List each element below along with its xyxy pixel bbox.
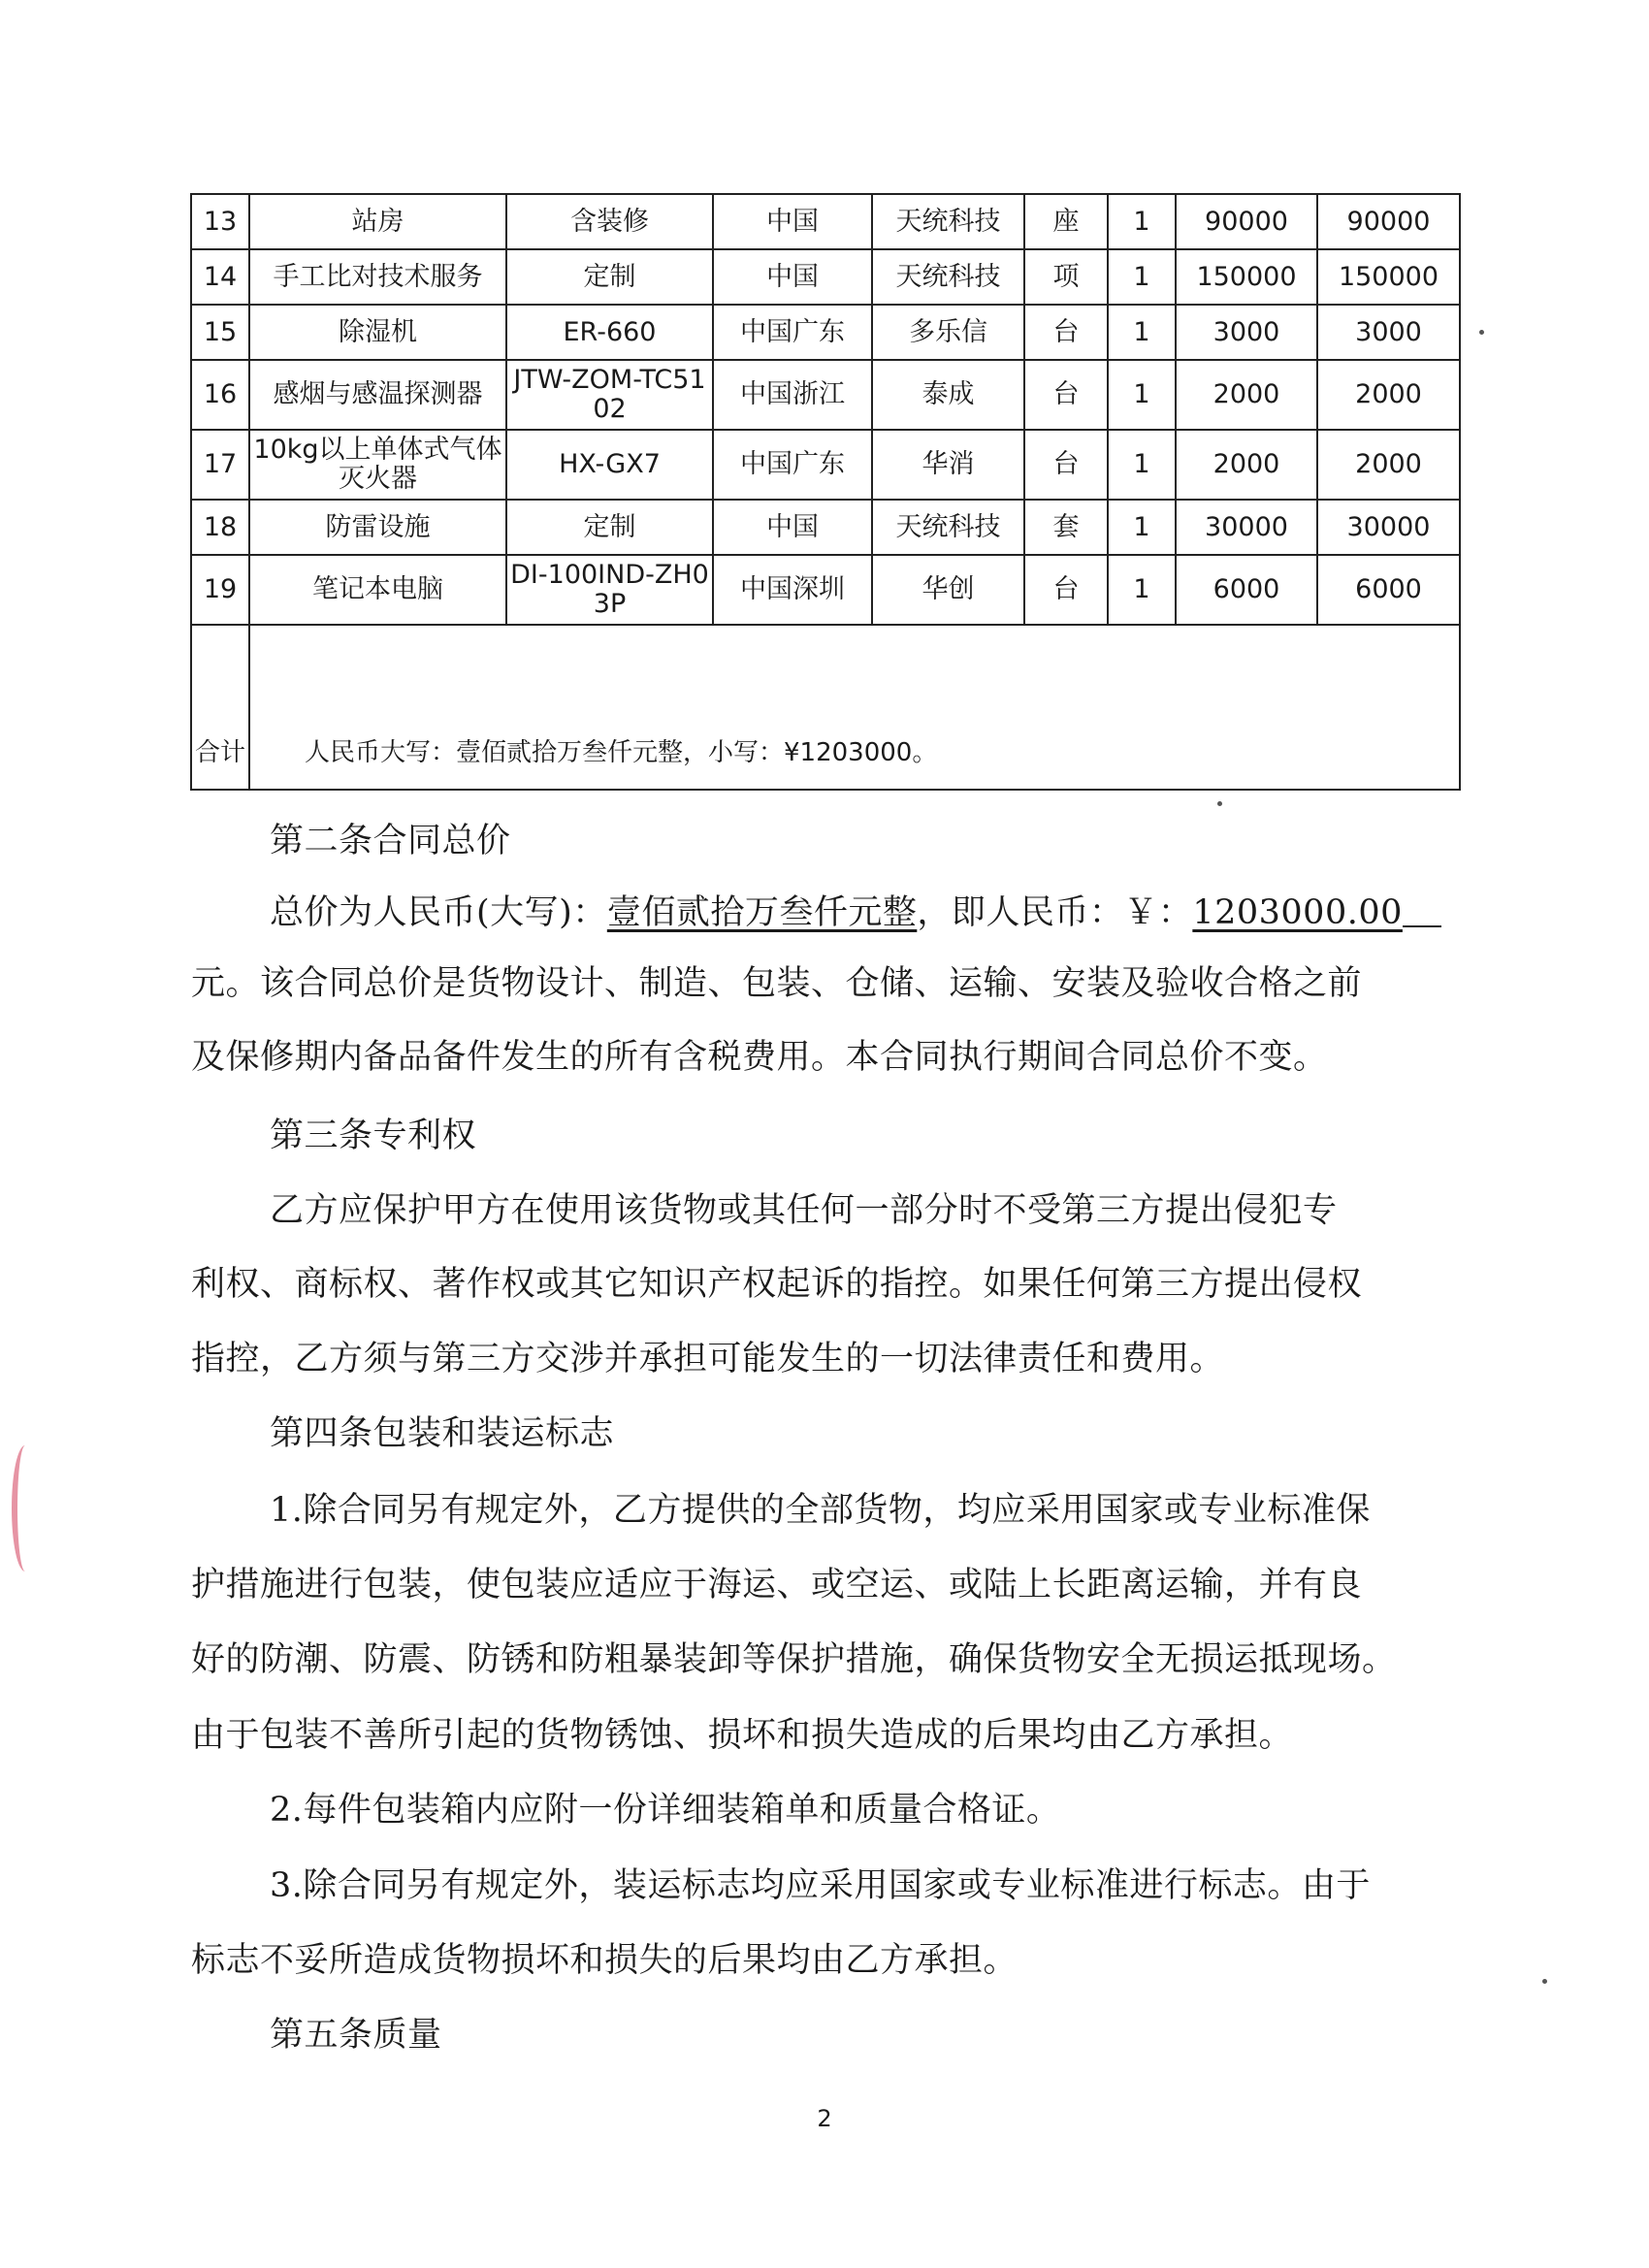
article3-line1: 乙方应保护甲方在使用该货物或其任何一部分时不受第三方提出侵犯专 — [270, 1191, 1338, 1230]
cell-total: 2000 — [1317, 430, 1460, 500]
article2-line3: 及保修期内备品备件发生的所有含税费用。本合同执行期间合同总价不变。 — [191, 1038, 1328, 1077]
cell-no: 13 — [191, 194, 249, 249]
cell-qty: 1 — [1108, 194, 1176, 249]
cell-name: 手工比对技术服务 — [249, 249, 506, 305]
cell-name: 防雷设施 — [249, 500, 506, 555]
cell-unit: 台 — [1024, 430, 1108, 500]
underline-fill — [1403, 896, 1441, 927]
cell-price: 2000 — [1176, 360, 1317, 430]
article4-p1-line2: 护措施进行包装，使包装应适应于海运、或空运、或陆上长距离运输，并有良 — [191, 1566, 1363, 1604]
table-row — [191, 194, 1460, 249]
article2-prefix: 总价为人民币(大写)： — [270, 893, 607, 932]
cell-model: ER-660 — [506, 305, 713, 360]
cell-no: 17 — [191, 430, 249, 500]
cell-maker: 天统科技 — [872, 194, 1024, 249]
article4-p3-line2: 标志不妥所造成货物损坏和损失的后果均由乙方承担。 — [191, 1941, 1018, 1980]
cell-model: JTW-ZOM-TC5102 — [506, 360, 713, 430]
cell-model: HX-GX7 — [506, 430, 713, 500]
cell-maker: 华创 — [872, 555, 1024, 625]
cell-unit: 台 — [1024, 360, 1108, 430]
cell-name: 感烟与感温探测器 — [249, 360, 506, 430]
cell-origin: 中国广东 — [713, 430, 872, 500]
cell-price: 150000 — [1176, 249, 1317, 305]
cell-maker: 泰成 — [872, 360, 1024, 430]
cell-model: 定制 — [506, 500, 713, 555]
cell-no: 19 — [191, 555, 249, 625]
cell-origin: 中国深圳 — [713, 555, 872, 625]
article4-heading: 第四条包装和装运标志 — [270, 1414, 615, 1453]
cell-maker: 华消 — [872, 430, 1024, 500]
cell-total: 2000 — [1317, 360, 1460, 430]
cell-total: 30000 — [1317, 500, 1460, 555]
scan-speck — [1479, 330, 1484, 335]
table-row — [191, 305, 1460, 360]
cell-model: 定制 — [506, 249, 713, 305]
cell-model: DI-100IND-ZH03P — [506, 555, 713, 625]
table-row — [191, 360, 1460, 430]
cell-no: 16 — [191, 360, 249, 430]
article4-p1-line3: 好的防潮、防震、防锈和防粗暴装卸等保护措施，确保货物安全无损运抵现场。 — [191, 1640, 1397, 1679]
article2-line2: 元。该合同总价是货物设计、制造、包装、仓储、运输、安装及验收合格之前 — [191, 964, 1363, 1003]
table-row — [191, 500, 1460, 555]
cell-name: 站房 — [249, 194, 506, 249]
cell-total: 3000 — [1317, 305, 1460, 360]
article3-line2: 利权、商标权、著作权或其它知识产权起诉的指控。如果任何第三方提出侵权 — [191, 1265, 1363, 1304]
cell-qty: 1 — [1108, 305, 1176, 360]
goods-table — [190, 193, 1461, 791]
cell-qty: 1 — [1108, 555, 1176, 625]
article2-heading: 第二条合同总价 — [270, 822, 511, 860]
cell-origin: 中国 — [713, 249, 872, 305]
cell-name: 10kg以上单体式气体灭火器 — [249, 430, 506, 500]
cell-origin: 中国广东 — [713, 305, 872, 360]
scan-red-mark — [12, 1445, 39, 1571]
total-row — [191, 625, 1460, 790]
cell-model: 含装修 — [506, 194, 713, 249]
page-number: 2 — [817, 2105, 832, 2132]
cell-unit: 台 — [1024, 555, 1108, 625]
cell-qty: 1 — [1108, 360, 1176, 430]
cell-price: 2000 — [1176, 430, 1317, 500]
cell-price: 90000 — [1176, 194, 1317, 249]
article4-p2: 2.每件包装箱内应附一份详细装箱单和质量合格证。 — [270, 1791, 1061, 1830]
cell-origin: 中国 — [713, 194, 872, 249]
cell-name: 除湿机 — [249, 305, 506, 360]
total-label: 合计 — [191, 625, 249, 790]
cell-unit: 座 — [1024, 194, 1108, 249]
cell-qty: 1 — [1108, 500, 1176, 555]
cell-total: 150000 — [1317, 249, 1460, 305]
article2-mid: ，即人民币：￥： — [917, 893, 1193, 932]
cell-name: 笔记本电脑 — [249, 555, 506, 625]
article4-p1-line1: 1.除合同另有规定外，乙方提供的全部货物，均应采用国家或专业标准保 — [270, 1491, 1371, 1530]
table-row — [191, 555, 1460, 625]
cell-qty: 1 — [1108, 249, 1176, 305]
cell-maker: 天统科技 — [872, 249, 1024, 305]
cell-no: 18 — [191, 500, 249, 555]
cell-no: 14 — [191, 249, 249, 305]
cell-total: 90000 — [1317, 194, 1460, 249]
article5-heading: 第五条质量 — [270, 2016, 442, 2055]
total-amount-text: 人民币大写：壹佰贰拾万叁仟元整，小写：¥1203000。 — [249, 625, 1460, 790]
scan-speck — [1542, 1979, 1547, 1984]
cell-total: 6000 — [1317, 555, 1460, 625]
article4-p3-line1: 3.除合同另有规定外，装运标志均应采用国家或专业标准进行标志。由于 — [270, 1866, 1371, 1905]
article2-line1 — [270, 891, 1550, 935]
article4-p1-line4: 由于包装不善所引起的货物锈蚀、损坏和损失造成的后果均由乙方承担。 — [191, 1716, 1294, 1755]
amount-words: 壹佰贰拾万叁仟元整 — [606, 893, 918, 932]
table-row — [191, 249, 1460, 305]
amount-number: 1203000.00 — [1192, 893, 1403, 932]
cell-price: 6000 — [1176, 555, 1317, 625]
cell-no: 15 — [191, 305, 249, 360]
cell-origin: 中国浙江 — [713, 360, 872, 430]
cell-maker: 天统科技 — [872, 500, 1024, 555]
cell-price: 30000 — [1176, 500, 1317, 555]
cell-qty: 1 — [1108, 430, 1176, 500]
article3-heading: 第三条专利权 — [270, 1117, 477, 1155]
cell-unit: 台 — [1024, 305, 1108, 360]
cell-price: 3000 — [1176, 305, 1317, 360]
scan-speck — [1217, 801, 1222, 806]
cell-origin: 中国 — [713, 500, 872, 555]
cell-unit: 套 — [1024, 500, 1108, 555]
article3-line3: 指控，乙方须与第三方交涉并承担可能发生的一切法律责任和费用。 — [191, 1340, 1225, 1378]
cell-maker: 多乐信 — [872, 305, 1024, 360]
cell-unit: 项 — [1024, 249, 1108, 305]
table-row — [191, 430, 1460, 500]
